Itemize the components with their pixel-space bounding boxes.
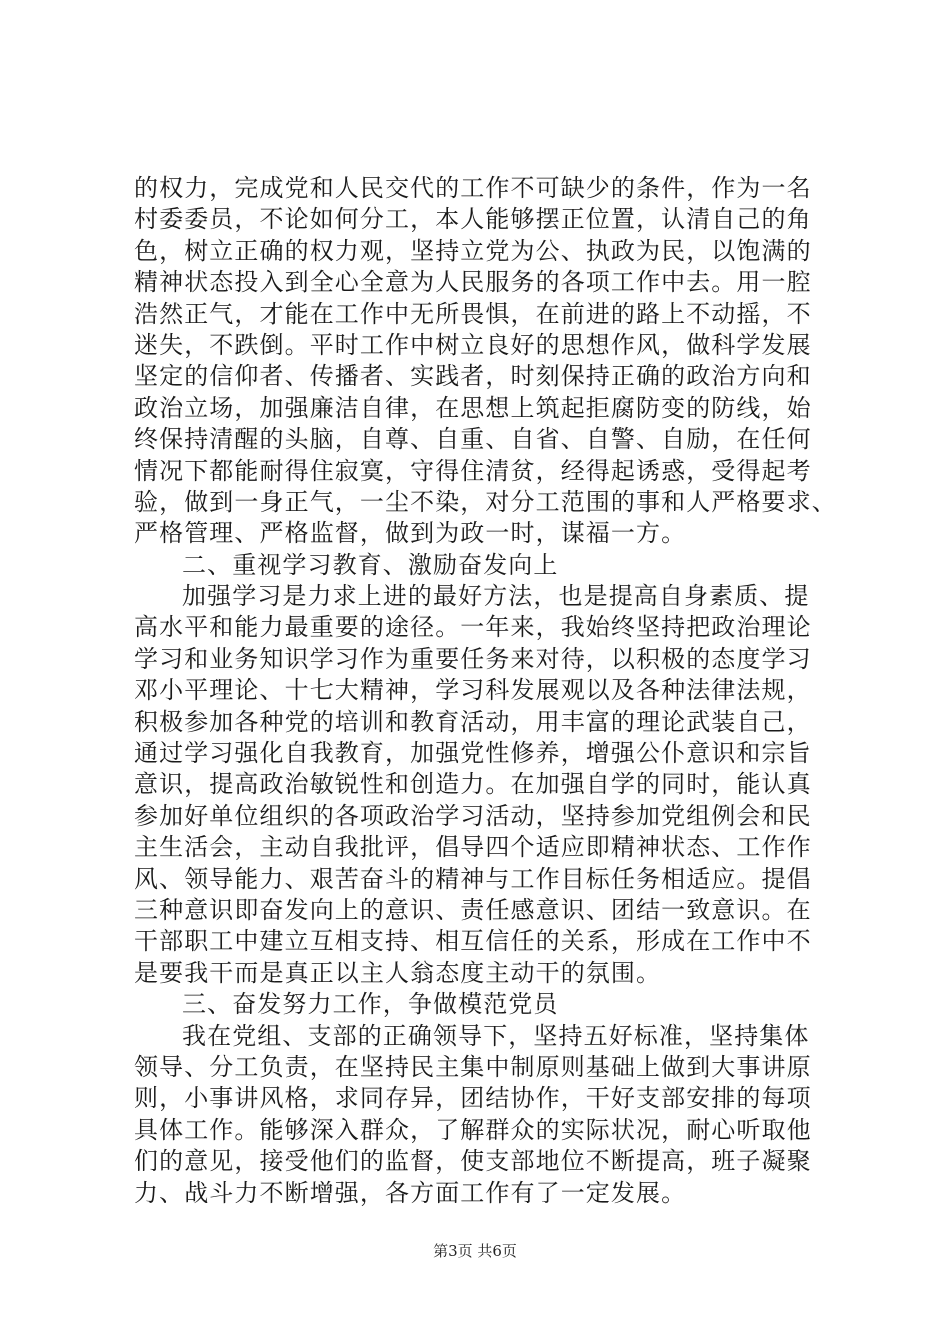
text-line: 则，小事讲风格，求同存异，团结协作，干好支部安排的每项 [134,1084,812,1113]
text-line: 主生活会，主动自我批评，倡导四个适应即精神状态、工作作 [134,833,812,862]
text-line: 意识，提高政治敏锐性和创造力。在加强自学的同时，能认真 [134,770,812,799]
text-line: 们的意见，接受他们的监督，使支部地位不断提高，班子凝聚 [134,1147,812,1176]
text-line: 邓小平理论、十七大精神，学习科发展观以及各种法律法规， [134,676,812,705]
text-line: 具体工作。能够深入群众，了解群众的实际状况，耐心听取他 [134,1115,812,1144]
text-line: 通过学习强化自我教育，加强党性修养，增强公仆意识和宗旨 [134,739,812,768]
text-line: 加强学习是力求上进的最好方法，也是提高自身素质、提 [182,582,810,611]
text-line: 精神状态投入到全心全意为人民服务的各项工作中去。用一腔 [134,268,812,297]
text-line: 风、领导能力、艰苦奋斗的精神与工作目标任务相适应。提倡 [134,864,812,893]
text-line: 验，做到一身正气，一尘不染，对分工范围的事和人严格要求、 [134,487,837,516]
section-heading: 三、奋发努力工作，争做模范党员 [182,990,559,1019]
text-line: 浩然正气，才能在工作中无所畏惧，在前进的路上不动摇，不 [134,299,812,328]
text-line: 终保持清醒的头脑，自尊、自重、自省、自警、自励，在任何 [134,425,812,454]
text-line: 色，树立正确的权力观，坚持立党为公、执政为民，以饱满的 [134,236,812,265]
text-line: 参加好单位组织的各项政治学习活动，坚持参加党组例会和民 [134,801,812,830]
text-line: 三种意识即奋发向上的意识、责任感意识、团结一致意识。在 [134,895,812,924]
text-line: 积极参加各种党的培训和教育活动，用丰富的理论武装自己， [134,707,812,736]
text-line: 领导、分工负责，在坚持民主集中制原则基础上做到大事讲原 [134,1052,812,1081]
text-line: 力、战斗力不断增强，各方面工作有了一定发展。 [134,1178,687,1207]
text-line: 迷失，不跌倒。平时工作中树立良好的思想作风，做科学发展 [134,330,812,359]
text-line: 村委委员，不论如何分工，本人能够摆正位置，认清自己的角 [134,205,812,234]
text-line: 严格管理、严格监督，做到为政一时，谋福一方。 [134,519,687,548]
text-line: 是要我干而是真正以主人翁态度主动干的氛围。 [134,958,662,987]
text-line: 情况下都能耐得住寂寞，守得住清贫，经得起诱惑，受得起考 [134,456,812,485]
text-line: 学习和业务知识学习作为重要任务来对待，以积极的态度学习 [134,644,812,673]
text-line: 我在党组、支部的正确领导下，坚持五好标准，坚持集体 [182,1021,810,1050]
text-line: 高水平和能力最重要的途径。一年来，我始终坚持把政治理论 [134,613,812,642]
document-body [134,173,850,1209]
page-footer: 第3页 共6页 [433,1242,517,1260]
text-line: 政治立场，加强廉洁自律，在思想上筑起拒腐防变的防线，始 [134,393,812,422]
text-line: 干部职工中建立互相支持、相互信任的关系，形成在工作中不 [134,927,812,956]
text-line: 坚定的信仰者、传播者、实践者，时刻保持正确的政治方向和 [134,362,812,391]
section-heading: 二、重视学习教育、激励奋发向上 [182,550,559,579]
text-line: 的权力，完成党和人民交代的工作不可缺少的条件，作为一名 [134,174,812,202]
